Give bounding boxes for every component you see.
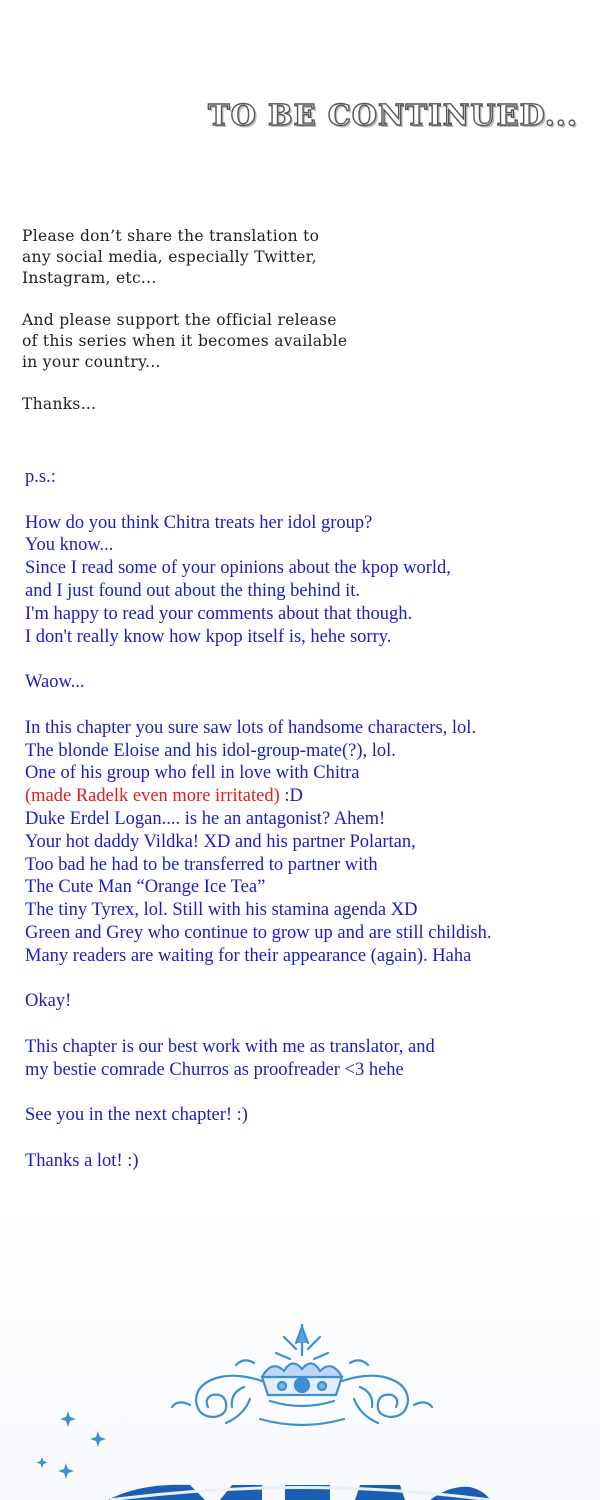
ps-label: p.s.:: [25, 467, 56, 487]
ps-line: In this chapter you sure saw lots of handsome characters, lol.: [25, 717, 477, 738]
sparkle-icon: [37, 1411, 107, 1479]
highlight-red-text: (made Radelk even more irritated): [25, 786, 280, 807]
series-logo: [0, 1315, 600, 1500]
notice-paragraph: [22, 310, 347, 373]
ps-line: The Cute Man “Orange Ice Tea”: [25, 877, 266, 898]
notice-paragraph: [22, 226, 347, 289]
ps-line: I don't really know how kpop itself is, hehe sorry.: [25, 626, 392, 647]
ps-line: I'm happy to read your comments about that though.: [25, 603, 413, 624]
ps-line: [25, 785, 492, 808]
ps-line: The tiny Tyrex, lol. Still with his stamina agenda XD: [25, 900, 418, 921]
ps-line: The blonde Eloise and his idol-group-mate(?), lol.: [25, 740, 396, 761]
ps-line: This chapter is our best work with me as translator, and: [25, 1036, 435, 1057]
ps-line: One of his group who fell in love with Chitra: [25, 763, 360, 784]
ps-paragraph: Thanks a lot! :): [25, 1150, 139, 1171]
title-lettering-icon: [108, 1485, 490, 1500]
notice-line: Please don’t share the translation to: [22, 227, 320, 245]
ps-line: Too bad he had to be transferred to partner with: [25, 854, 378, 875]
ps-line: How do you think Chitra treats her idol group?: [25, 512, 373, 533]
ps-line: Many readers are waiting for their appearance (again). Haha: [25, 945, 472, 966]
ps-line: my bestie comrade Churros as proofreader <3 hehe: [25, 1059, 404, 1080]
postscript: [25, 466, 492, 1196]
ps-line: Your hot daddy Vildka! XD and his partner Polartan,: [25, 831, 416, 852]
ps-line: You know...: [25, 535, 114, 556]
notice-line: Instagram, etc...: [22, 269, 157, 287]
ps-line: and I just found out about the thing behind it.: [25, 580, 361, 601]
notice-line: And please support the official release: [22, 311, 337, 329]
notice-line: of this series when it becomes available: [22, 332, 348, 350]
ps-line: Duke Erdel Logan.... is he an antagonist? Ahem!: [25, 808, 386, 829]
ps-paragraph: See you in the next chapter! :): [25, 1105, 248, 1126]
ps-line-tail: :D: [279, 786, 303, 807]
ps-paragraph: Okay!: [25, 991, 72, 1012]
crown-ornament-icon: [172, 1325, 432, 1425]
ps-line: Green and Grey who continue to grow up and are still childish.: [25, 922, 492, 943]
translator-notice: [22, 226, 347, 436]
to-be-continued-banner: TO BE CONTINUED...: [208, 98, 578, 132]
notice-line: Thanks...: [22, 395, 97, 413]
ps-paragraph: Waow...: [25, 672, 85, 693]
ps-line: Since I read some of your opinions about the kpop world,: [25, 558, 451, 579]
ps-paragraph: [25, 717, 492, 968]
ps-paragraph: [25, 512, 492, 649]
notice-paragraph: [22, 394, 347, 415]
notice-line: in your country...: [22, 353, 161, 371]
notice-line: any social media, especially Twitter,: [22, 248, 317, 266]
ps-paragraph: [25, 1036, 492, 1082]
